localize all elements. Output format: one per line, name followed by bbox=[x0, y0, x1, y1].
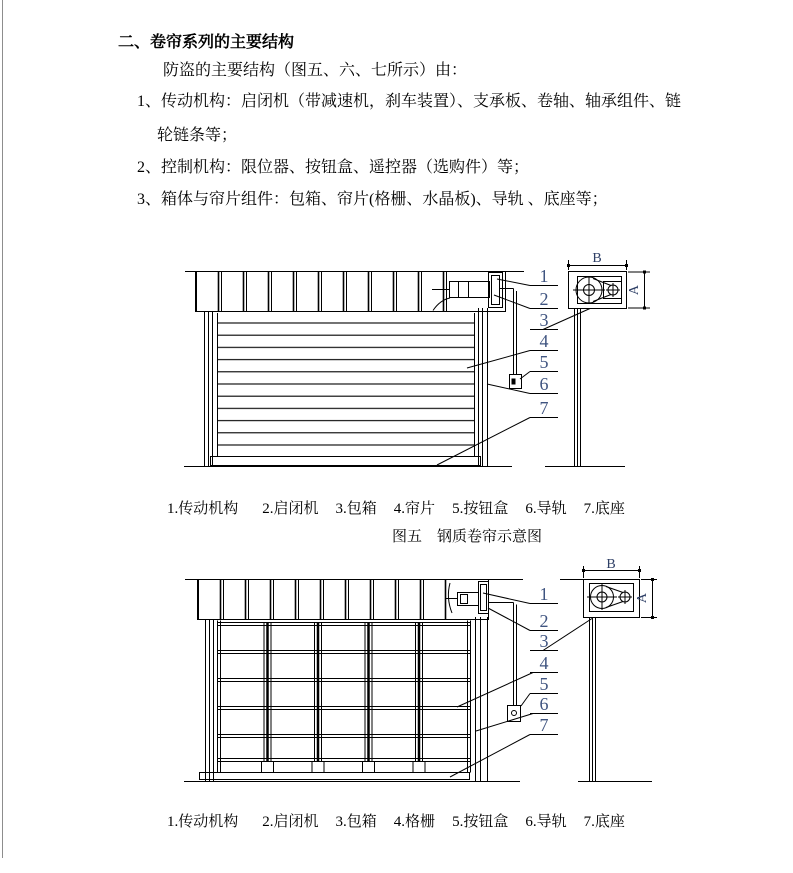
fig6-legend-item-5: 5.按钮盒 bbox=[452, 814, 509, 830]
list-item-2: 2、控制机构：限位器、按钮盒、遥控器（选购件）等； bbox=[137, 159, 530, 176]
fig6-dim-width bbox=[582, 557, 641, 578]
list-item-1-line-1: 1、传动机构：启闭机（带减速机，刹车装置）、支承板、卷轴、轴承组件、链 bbox=[137, 93, 682, 110]
fig6-callout-1 bbox=[483, 584, 558, 604]
figure5-legend bbox=[167, 500, 625, 519]
fig6-legend-item-4: 4.格栅 bbox=[393, 814, 436, 830]
list-item-3: 3、箱体与帘片组件：包箱、帘片(格栅、水晶板)、导轨 、底座等； bbox=[137, 191, 608, 208]
fig6-dim-a-label: A bbox=[635, 592, 650, 604]
fig6-callout-1-label: 1 bbox=[539, 584, 549, 604]
fig6-legend-item-7: 7.底座 bbox=[583, 814, 625, 830]
figure5-caption: 图五 钢质卷帘示意图 bbox=[392, 529, 543, 545]
fig6-dim-height bbox=[635, 578, 657, 619]
fig5-legend-item-4: 4.帘片 bbox=[393, 501, 436, 517]
fig6-callout-4-label: 4 bbox=[539, 653, 549, 673]
fig6-callout-3-label: 3 bbox=[539, 631, 549, 651]
fig5-bottom-bar bbox=[211, 457, 481, 466]
fig5-callout-2 bbox=[494, 289, 558, 309]
figure6-legend bbox=[167, 813, 625, 832]
fig5-legend-item-2: 2.启闭机 bbox=[262, 501, 319, 517]
fig6-side-view bbox=[560, 580, 640, 782]
fig5-legend-item-6: 6.导轨 bbox=[525, 501, 567, 517]
fig6-legend-item-6: 6.导轨 bbox=[525, 814, 567, 830]
fig5-side-rail bbox=[575, 309, 581, 467]
fig6-drive-unit bbox=[446, 582, 489, 614]
fig6-right-guide-rail bbox=[476, 617, 488, 781]
list-item-1-line-2: 轮链条等； bbox=[157, 127, 238, 144]
fig5-dim-height bbox=[627, 271, 650, 310]
section-heading: 二、卷帘系列的主要结构 bbox=[118, 34, 295, 51]
fig6-bottom-bar bbox=[200, 773, 470, 780]
fig6-side-rail bbox=[590, 618, 596, 781]
figure5-diagram bbox=[150, 245, 680, 475]
fig5-callout-1 bbox=[497, 266, 558, 286]
fig6-callout-2 bbox=[488, 608, 558, 631]
fig5-dim-width bbox=[567, 251, 628, 270]
fig6-legend-item-3: 3.包箱 bbox=[335, 814, 377, 830]
fig5-dim-a-label: A bbox=[627, 284, 642, 296]
intro-text: 防盗的主要结构（图五、六、七所示）由： bbox=[163, 62, 468, 79]
fig5-callout-4-label: 4 bbox=[539, 331, 549, 351]
fig6-dim-b-label: B bbox=[606, 557, 616, 572]
fig6-button-box bbox=[489, 603, 521, 722]
fig5-curtain-slats bbox=[218, 313, 475, 457]
fig5-callout-2-label: 2 bbox=[539, 289, 549, 309]
fig5-legend-item-3: 3.包箱 bbox=[335, 501, 377, 517]
figure6-diagram bbox=[150, 555, 680, 800]
fig5-legend-item-5: 5.按钮盒 bbox=[452, 501, 509, 517]
fig6-left-guide-rail bbox=[206, 620, 214, 782]
fig5-callout-5-label: 5 bbox=[539, 352, 549, 372]
fig5-callout-3-label: 3 bbox=[539, 310, 549, 330]
fig5-left-guide-rail bbox=[205, 312, 213, 467]
fig6-callout-2-label: 2 bbox=[539, 611, 549, 631]
fig6-legend-item-2: 2.启闭机 bbox=[262, 814, 319, 830]
fig5-legend-item-1: 1.传动机构 bbox=[167, 501, 239, 517]
fig6-grille bbox=[218, 621, 471, 773]
fig5-callout-7-label: 7 bbox=[539, 398, 549, 418]
fig6-callout-6-label: 6 bbox=[539, 694, 549, 714]
fig5-button-box bbox=[500, 289, 522, 389]
fig6-callout-7-label: 7 bbox=[539, 715, 549, 735]
fig6-legend-item-1: 1.传动机构 bbox=[167, 814, 239, 830]
fig6-callout-5-label: 5 bbox=[539, 674, 549, 694]
fig6-callout-7 bbox=[450, 715, 558, 777]
page-left-border bbox=[2, 0, 3, 858]
fig6-hood-box bbox=[198, 580, 489, 620]
fig6-callouts bbox=[450, 584, 592, 777]
fig5-callout-1-label: 1 bbox=[539, 266, 549, 286]
fig5-callout-6-label: 6 bbox=[539, 374, 549, 394]
fig5-legend-item-7: 7.底座 bbox=[583, 501, 625, 517]
fig5-side-view bbox=[569, 272, 627, 467]
fig5-dim-b-label: B bbox=[592, 251, 602, 266]
